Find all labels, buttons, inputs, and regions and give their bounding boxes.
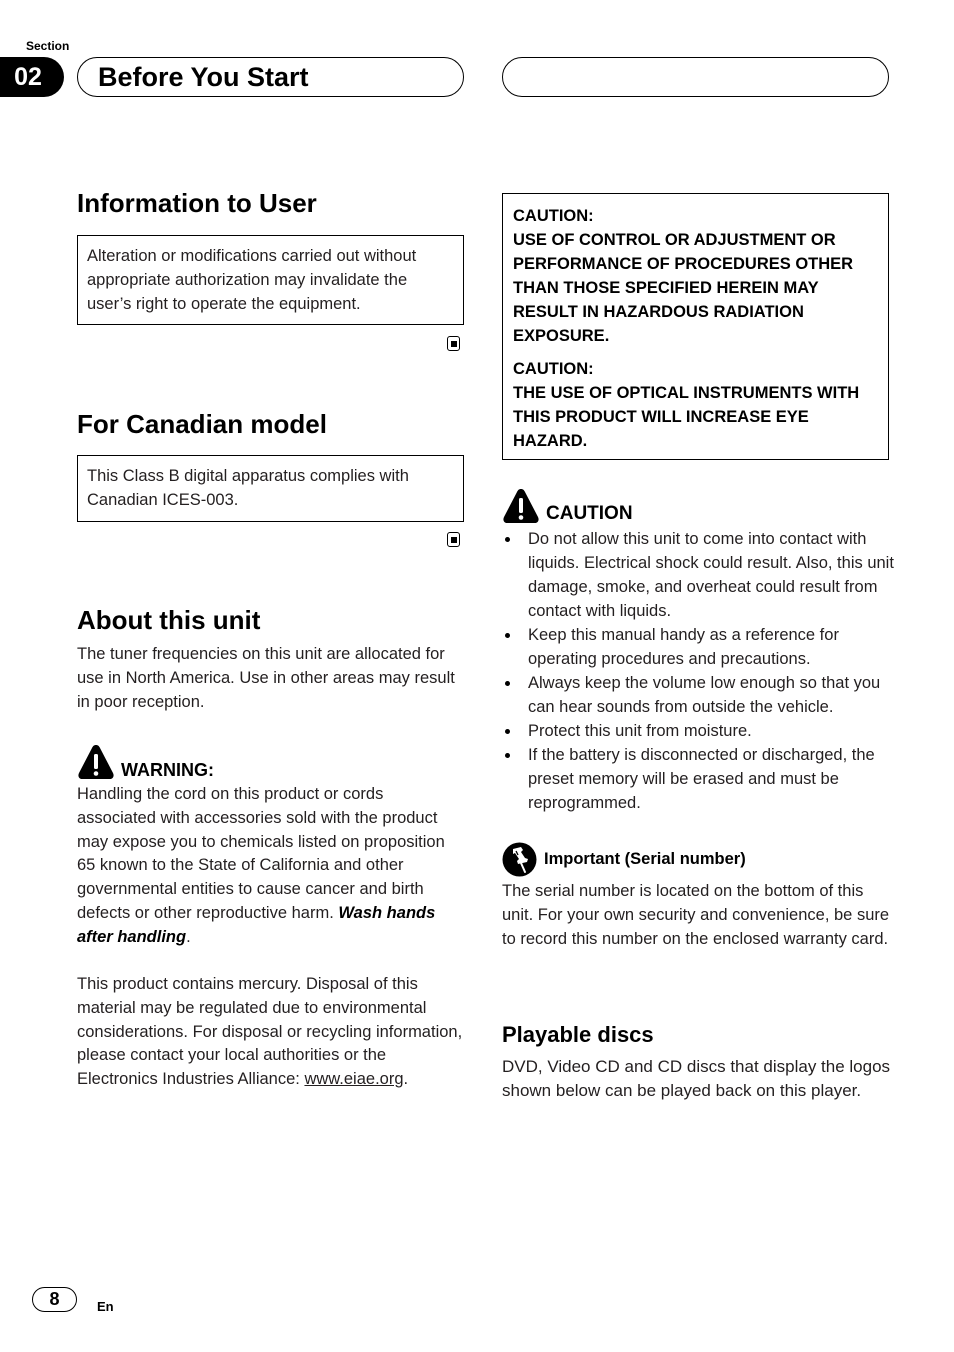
end-of-section-icon <box>447 336 460 351</box>
warning-triangle-icon <box>502 488 540 524</box>
caution-list-item: Always keep the volume low enough so that you can hear sounds from outside the vehicle. <box>502 671 894 719</box>
canadian-model-text: This Class B digital apparatus complies with Canadian ICES-003. <box>87 467 409 509</box>
caution2-text: THE USE OF OPTICAL INSTRUMENTS WITH THIS PRODUCT WILL INCREASE EYE HAZARD. <box>513 384 860 450</box>
heading-playable-discs: Playable discs <box>502 1022 654 1047</box>
important-label: Important (Serial number) <box>544 850 746 868</box>
caution1-text: USE OF CONTROL OR ADJUSTMENT OR PERFORMANCE OF PROCEDURES OTHER THAN THOSE SPECIFIED HEREIN MAY RESULT IN HAZARDOUS RADIATION EXPOSURE. <box>513 231 854 345</box>
important-heading <box>502 842 746 877</box>
canadian-model-box <box>77 455 464 522</box>
chapter-title <box>77 57 464 97</box>
chapter-title-text: Before You Start <box>98 61 309 92</box>
warning-triangle-icon <box>77 744 115 780</box>
warning-emphasis-end: . <box>186 927 191 946</box>
warning-text <box>77 783 459 950</box>
mercury-link-end: . <box>403 1070 409 1089</box>
caution-list-item: Do not allow this unit to come into contact with liquids. Electrical shock could result. Also, this unit damage, smoke, and overheat could result from contact with liquids. <box>502 527 894 623</box>
warning-body: Handling the cord on this product or cords associated with accessories sold with the product may expose you to chemicals listed on proposition 65 known to the State of California and other governmental entities to cause cancer and birth defects or other reproductive harm. <box>77 785 445 922</box>
warning-label: WARNING: <box>121 760 214 780</box>
caution2-label: CAUTION: <box>513 360 594 378</box>
caution-label: CAUTION <box>546 503 633 524</box>
heading-canadian-model: For Canadian model <box>77 409 327 439</box>
information-to-user-box <box>77 235 464 325</box>
laser-caution-box <box>502 193 889 460</box>
language-code: En <box>97 1299 114 1314</box>
playable-discs-text: DVD, Video CD and CD discs that display the logos shown below can be played back on this player. <box>502 1057 891 1100</box>
caution-list <box>502 527 894 815</box>
caution-list-item: Protect this unit from moisture. <box>502 719 894 743</box>
end-of-section-icon <box>447 532 460 547</box>
mercury-text <box>77 973 467 1092</box>
information-to-user-text: Alteration or modifications carried out without appropriate authorization may invalidate the user’s right to operate the equipment. <box>87 247 417 313</box>
heading-information-to-user: Information to User <box>77 188 317 218</box>
warning-emphasis: Wash hands after handling <box>77 903 436 946</box>
pushpin-icon <box>502 842 537 877</box>
important-text: The serial number is located on the bottom of this unit. For your own security and convenience, be sure to record this number on the enclosed warranty card. <box>502 882 890 948</box>
about-unit-text: The tuner frequencies on this unit are allocated for use in North America. Use in other areas may result in poor reception. <box>77 645 455 711</box>
section-number-badge: 02 <box>0 57 64 97</box>
mercury-body: This product contains mercury. Disposal of this material may be regulated due to environmental considerations. For disposal or recycling information, please contact your local authorities or the Electronics Industries Alliance: <box>77 975 463 1089</box>
caution-list-item: Keep this manual handy as a reference for operating procedures and precautions. <box>502 623 894 671</box>
section-label: Section <box>26 39 70 53</box>
eiae-link[interactable]: www.eiae.org <box>304 1070 404 1089</box>
caution-list-item: If the battery is disconnected or discharged, the preset memory will be erased and must be reprogrammed. <box>502 743 894 815</box>
empty-header-pill <box>502 57 889 97</box>
caution1-label: CAUTION: <box>513 207 594 225</box>
page-number: 8 <box>32 1287 77 1312</box>
caution-heading <box>502 488 633 524</box>
heading-about-this-unit: About this unit <box>77 605 261 635</box>
warning-heading <box>77 744 214 780</box>
